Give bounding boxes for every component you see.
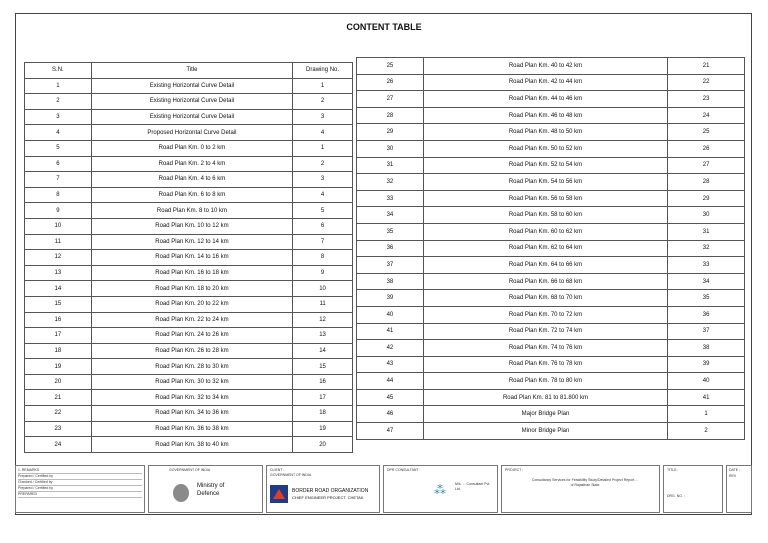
cell-title: Major Bridge Plan [423, 406, 667, 423]
table-row [357, 423, 745, 440]
table-row [25, 265, 353, 281]
cell-title: Road Plan Km. 8 to 10 km [91, 203, 292, 219]
cell-title: Road Plan Km. 18 to 20 km [91, 281, 292, 297]
cell-drawing-no: 38 [668, 340, 745, 357]
government-block [148, 465, 263, 513]
table-row [25, 156, 353, 172]
cell-drawing-no: 9 [293, 265, 353, 281]
cell-sn: 28 [357, 107, 424, 124]
cell-title: Minor Bridge Plan [423, 423, 667, 440]
cell-title: Road Plan Km. 38 to 40 km [91, 437, 292, 453]
table-row [25, 250, 353, 266]
cell-drawing-no: 15 [293, 359, 353, 375]
cell-drawing-no: 34 [668, 273, 745, 290]
cell-sn: 45 [357, 389, 424, 406]
cell-sn: 21 [25, 390, 92, 406]
cell-drawing-no: 40 [668, 373, 745, 390]
cell-title: Proposed Horizontal Curve Detail [91, 125, 292, 141]
table-row [25, 359, 353, 375]
cell-drawing-no: 41 [668, 389, 745, 406]
cell-drawing-no: 35 [668, 290, 745, 307]
cell-sn: 18 [25, 343, 92, 359]
cell-title: Road Plan Km. 60 to 62 km [423, 223, 667, 240]
cell-drawing-no: 23 [668, 91, 745, 108]
table-row [357, 124, 745, 141]
cell-title: Road Plan Km. 40 to 42 km [423, 58, 667, 75]
cell-drawing-no: 4 [293, 125, 353, 141]
table-row [25, 406, 353, 422]
cell-drawing-no: 12 [293, 312, 353, 328]
cell-drawing-no: 32 [668, 240, 745, 257]
table-row [25, 94, 353, 110]
cell-sn: 17 [25, 328, 92, 344]
cell-title: Road Plan Km. 24 to 26 km [91, 328, 292, 344]
cell-title: Road Plan Km. 10 to 12 km [91, 218, 292, 234]
cell-sn: 24 [25, 437, 92, 453]
cell-title: Road Plan Km. 30 to 32 km [91, 374, 292, 390]
cell-title: Road Plan Km. 26 to 28 km [91, 343, 292, 359]
table-row [25, 172, 353, 188]
cell-title: Road Plan Km. 42 to 44 km [423, 74, 667, 91]
table-row [357, 223, 745, 240]
cell-title: Road Plan Km. 78 to 80 km [423, 373, 667, 390]
client-label: CLIENT : [270, 468, 285, 472]
cell-title: Road Plan Km. 68 to 70 km [423, 290, 667, 307]
cell-drawing-no: 1 [668, 406, 745, 423]
table-row [357, 290, 745, 307]
cell-drawing-no: 21 [668, 58, 745, 75]
cell-drawing-no: 2 [293, 94, 353, 110]
cell-title: Road Plan Km. 36 to 38 km [91, 421, 292, 437]
cell-sn: 36 [357, 240, 424, 257]
cell-title: Existing Horizontal Curve Detail [91, 94, 292, 110]
cell-drawing-no: 14 [293, 343, 353, 359]
cell-sn: 5 [25, 140, 92, 156]
rev-label: REV [729, 474, 737, 478]
client-sub: GOVERNMENT OF INDIA [270, 473, 312, 477]
table-row [357, 140, 745, 157]
table-row [357, 389, 745, 406]
table-row [25, 203, 353, 219]
title-block-title [663, 465, 723, 513]
cell-sn: 41 [357, 323, 424, 340]
cell-sn: 25 [357, 58, 424, 75]
table-row [357, 157, 745, 174]
revision-line: Checked / Certified by [18, 480, 142, 486]
cell-title: Road Plan Km. 50 to 52 km [423, 140, 667, 157]
client-block [266, 465, 380, 513]
cell-drawing-no: 1 [293, 78, 353, 94]
cell-sn: 1 [25, 78, 92, 94]
header-title: Title [91, 63, 292, 79]
cell-title: Existing Horizontal Curve Detail [91, 78, 292, 94]
title-label: TITLE : [667, 468, 679, 472]
bro-line2: CHIEF ENGINEER PROJECT, CHETAK [292, 495, 364, 500]
cell-sn: 6 [25, 156, 92, 172]
revision-line: Prepared / Certified by [18, 486, 142, 492]
cell-title: Road Plan Km. 70 to 72 km [423, 306, 667, 323]
table-row [357, 207, 745, 224]
bro-logo-icon [270, 485, 288, 503]
cell-drawing-no: 27 [668, 157, 745, 174]
project-label: PROJECT : [505, 468, 524, 472]
cell-title: Road Plan Km. 62 to 64 km [423, 240, 667, 257]
table-row [357, 340, 745, 357]
cell-drawing-no: 22 [668, 74, 745, 91]
cell-sn: 29 [357, 124, 424, 141]
cell-title: Road Plan Km. 72 to 74 km [423, 323, 667, 340]
table-row [357, 406, 745, 423]
cell-sn: 19 [25, 359, 92, 375]
cell-title: Road Plan Km. 16 to 18 km [91, 265, 292, 281]
cell-drawing-no: 20 [293, 437, 353, 453]
date-label: DATE : [729, 468, 741, 472]
cell-title: Road Plan Km. 32 to 34 km [91, 390, 292, 406]
cell-sn: 16 [25, 312, 92, 328]
cell-title: Road Plan Km. 12 to 14 km [91, 234, 292, 250]
cell-sn: 26 [357, 74, 424, 91]
cell-title: Road Plan Km. 34 to 36 km [91, 406, 292, 422]
cell-sn: 2 [25, 94, 92, 110]
cell-title: Road Plan Km. 28 to 30 km [91, 359, 292, 375]
cell-title: Road Plan Km. 22 to 24 km [91, 312, 292, 328]
cell-title: Road Plan Km. 81 to 81.800 km [423, 389, 667, 406]
cell-sn: 3 [25, 109, 92, 125]
cell-title: Road Plan Km. 48 to 50 km [423, 124, 667, 141]
cell-drawing-no: 36 [668, 306, 745, 323]
cell-sn: 9 [25, 203, 92, 219]
revision-line: 1. REMARKS [18, 468, 142, 474]
cell-sn: 43 [357, 356, 424, 373]
revision-line: Prepared / Certified by [18, 474, 142, 480]
cell-title: Road Plan Km. 58 to 60 km [423, 207, 667, 224]
cell-drawing-no: 3 [293, 109, 353, 125]
cell-drawing-no: 25 [668, 124, 745, 141]
cell-drawing-no: 2 [668, 423, 745, 440]
cell-title: Road Plan Km. 6 to 8 km [91, 187, 292, 203]
cell-title: Road Plan Km. 4 to 6 km [91, 172, 292, 188]
cell-sn: 44 [357, 373, 424, 390]
table-row [25, 218, 353, 234]
cell-drawing-no: 28 [668, 174, 745, 191]
table-row [25, 312, 353, 328]
cell-sn: 27 [357, 91, 424, 108]
header-drawing-no: Drawing No. [293, 63, 353, 79]
cell-sn: 42 [357, 340, 424, 357]
revision-line: PREPARED [18, 492, 142, 498]
consultant-text: M/s. ... Consultant Pvt. Ltd. [455, 482, 491, 491]
table-row [25, 140, 353, 156]
table-header-row [25, 63, 353, 79]
cell-sn: 15 [25, 296, 92, 312]
cell-drawing-no: 26 [668, 140, 745, 157]
cell-sn: 37 [357, 257, 424, 274]
table-row [25, 125, 353, 141]
cell-drawing-no: 7 [293, 234, 353, 250]
table-row [357, 74, 745, 91]
page-title: CONTENT TABLE [346, 22, 422, 32]
table-row [357, 356, 745, 373]
cell-drawing-no: 31 [668, 223, 745, 240]
cell-sn: 35 [357, 223, 424, 240]
ministry-line1: Ministry of [197, 483, 225, 489]
cell-title: Road Plan Km. 0 to 2 km [91, 140, 292, 156]
cell-sn: 7 [25, 172, 92, 188]
project-block [501, 465, 660, 513]
table-row [25, 109, 353, 125]
cell-drawing-no: 33 [668, 257, 745, 274]
date-block [726, 465, 752, 513]
cell-drawing-no: 19 [293, 421, 353, 437]
cell-title: Road Plan Km. 64 to 66 km [423, 257, 667, 274]
cell-drawing-no: 16 [293, 374, 353, 390]
cell-drawing-no: 37 [668, 323, 745, 340]
consultant-logo-icon: ⁂ [434, 483, 446, 497]
table-row [25, 328, 353, 344]
table-row [25, 374, 353, 390]
cell-title: Road Plan Km. 66 to 68 km [423, 273, 667, 290]
cell-sn: 40 [357, 306, 424, 323]
cell-sn: 4 [25, 125, 92, 141]
cell-drawing-no: 10 [293, 281, 353, 297]
cell-drawing-no: 17 [293, 390, 353, 406]
cell-sn: 38 [357, 273, 424, 290]
consultant-block [383, 465, 498, 513]
cell-title: Road Plan Km. 56 to 58 km [423, 190, 667, 207]
drg-label: DRG. NO. : [667, 494, 685, 498]
table-row [25, 296, 353, 312]
cell-sn: 31 [357, 157, 424, 174]
cell-title: Road Plan Km. 14 to 16 km [91, 250, 292, 266]
table-row [357, 107, 745, 124]
cell-sn: 14 [25, 281, 92, 297]
cell-drawing-no: 39 [668, 356, 745, 373]
cell-sn: 30 [357, 140, 424, 157]
cell-drawing-no: 4 [293, 187, 353, 203]
cell-drawing-no: 8 [293, 250, 353, 266]
cell-title: Road Plan Km. 54 to 56 km [423, 174, 667, 191]
cell-sn: 34 [357, 207, 424, 224]
table-row [25, 187, 353, 203]
cell-drawing-no: 13 [293, 328, 353, 344]
cell-sn: 12 [25, 250, 92, 266]
cell-title: Road Plan Km. 44 to 46 km [423, 91, 667, 108]
cell-title: Road Plan Km. 20 to 22 km [91, 296, 292, 312]
cell-sn: 23 [25, 421, 92, 437]
table-row [25, 281, 353, 297]
table-row [25, 437, 353, 453]
cell-drawing-no: 11 [293, 296, 353, 312]
cell-sn: 13 [25, 265, 92, 281]
table-row [357, 273, 745, 290]
cell-sn: 22 [25, 406, 92, 422]
cell-drawing-no: 1 [293, 140, 353, 156]
header-sn: S.N. [25, 63, 92, 79]
cell-title: Road Plan Km. 74 to 76 km [423, 340, 667, 357]
table-row [357, 306, 745, 323]
table-row [357, 257, 745, 274]
table-row [357, 58, 745, 75]
cell-sn: 46 [357, 406, 424, 423]
table-row [25, 78, 353, 94]
content-table-left [24, 62, 353, 453]
cell-drawing-no: 24 [668, 107, 745, 124]
gov-label: GOVERNMENT OF INDIA [169, 468, 211, 472]
table-row [25, 390, 353, 406]
cell-sn: 8 [25, 187, 92, 203]
cell-drawing-no: 6 [293, 218, 353, 234]
table-row [357, 91, 745, 108]
national-emblem-icon [173, 484, 189, 502]
cell-sn: 11 [25, 234, 92, 250]
table-row [357, 373, 745, 390]
cell-sn: 10 [25, 218, 92, 234]
ministry-line2: Defence [197, 491, 220, 497]
table-row [357, 190, 745, 207]
table-row [25, 343, 353, 359]
cell-title: Existing Horizontal Curve Detail [91, 109, 292, 125]
cell-sn: 47 [357, 423, 424, 440]
cell-sn: 32 [357, 174, 424, 191]
table-row [357, 174, 745, 191]
cell-drawing-no: 3 [293, 172, 353, 188]
cell-sn: 20 [25, 374, 92, 390]
bro-line1: BORDER ROAD ORGANIZATION [292, 488, 369, 494]
cell-sn: 39 [357, 290, 424, 307]
table-row [357, 240, 745, 257]
dpr-label: DPR CONSULTANT : [387, 468, 421, 472]
project-text: Consultancy Services for Feasibility Study/Detailed Project Report ... of Rajasthan State [531, 478, 639, 487]
cell-title: Road Plan Km. 52 to 54 km [423, 157, 667, 174]
table-row [25, 234, 353, 250]
cell-drawing-no: 2 [293, 156, 353, 172]
table-row [25, 421, 353, 437]
cell-drawing-no: 30 [668, 207, 745, 224]
cell-drawing-no: 5 [293, 203, 353, 219]
cell-sn: 33 [357, 190, 424, 207]
cell-title: Road Plan Km. 2 to 4 km [91, 156, 292, 172]
cell-title: Road Plan Km. 76 to 78 km [423, 356, 667, 373]
cell-drawing-no: 29 [668, 190, 745, 207]
table-row [357, 323, 745, 340]
cell-title: Road Plan Km. 46 to 48 km [423, 107, 667, 124]
content-table-right [356, 57, 745, 440]
cell-drawing-no: 18 [293, 406, 353, 422]
revision-block [15, 465, 145, 513]
